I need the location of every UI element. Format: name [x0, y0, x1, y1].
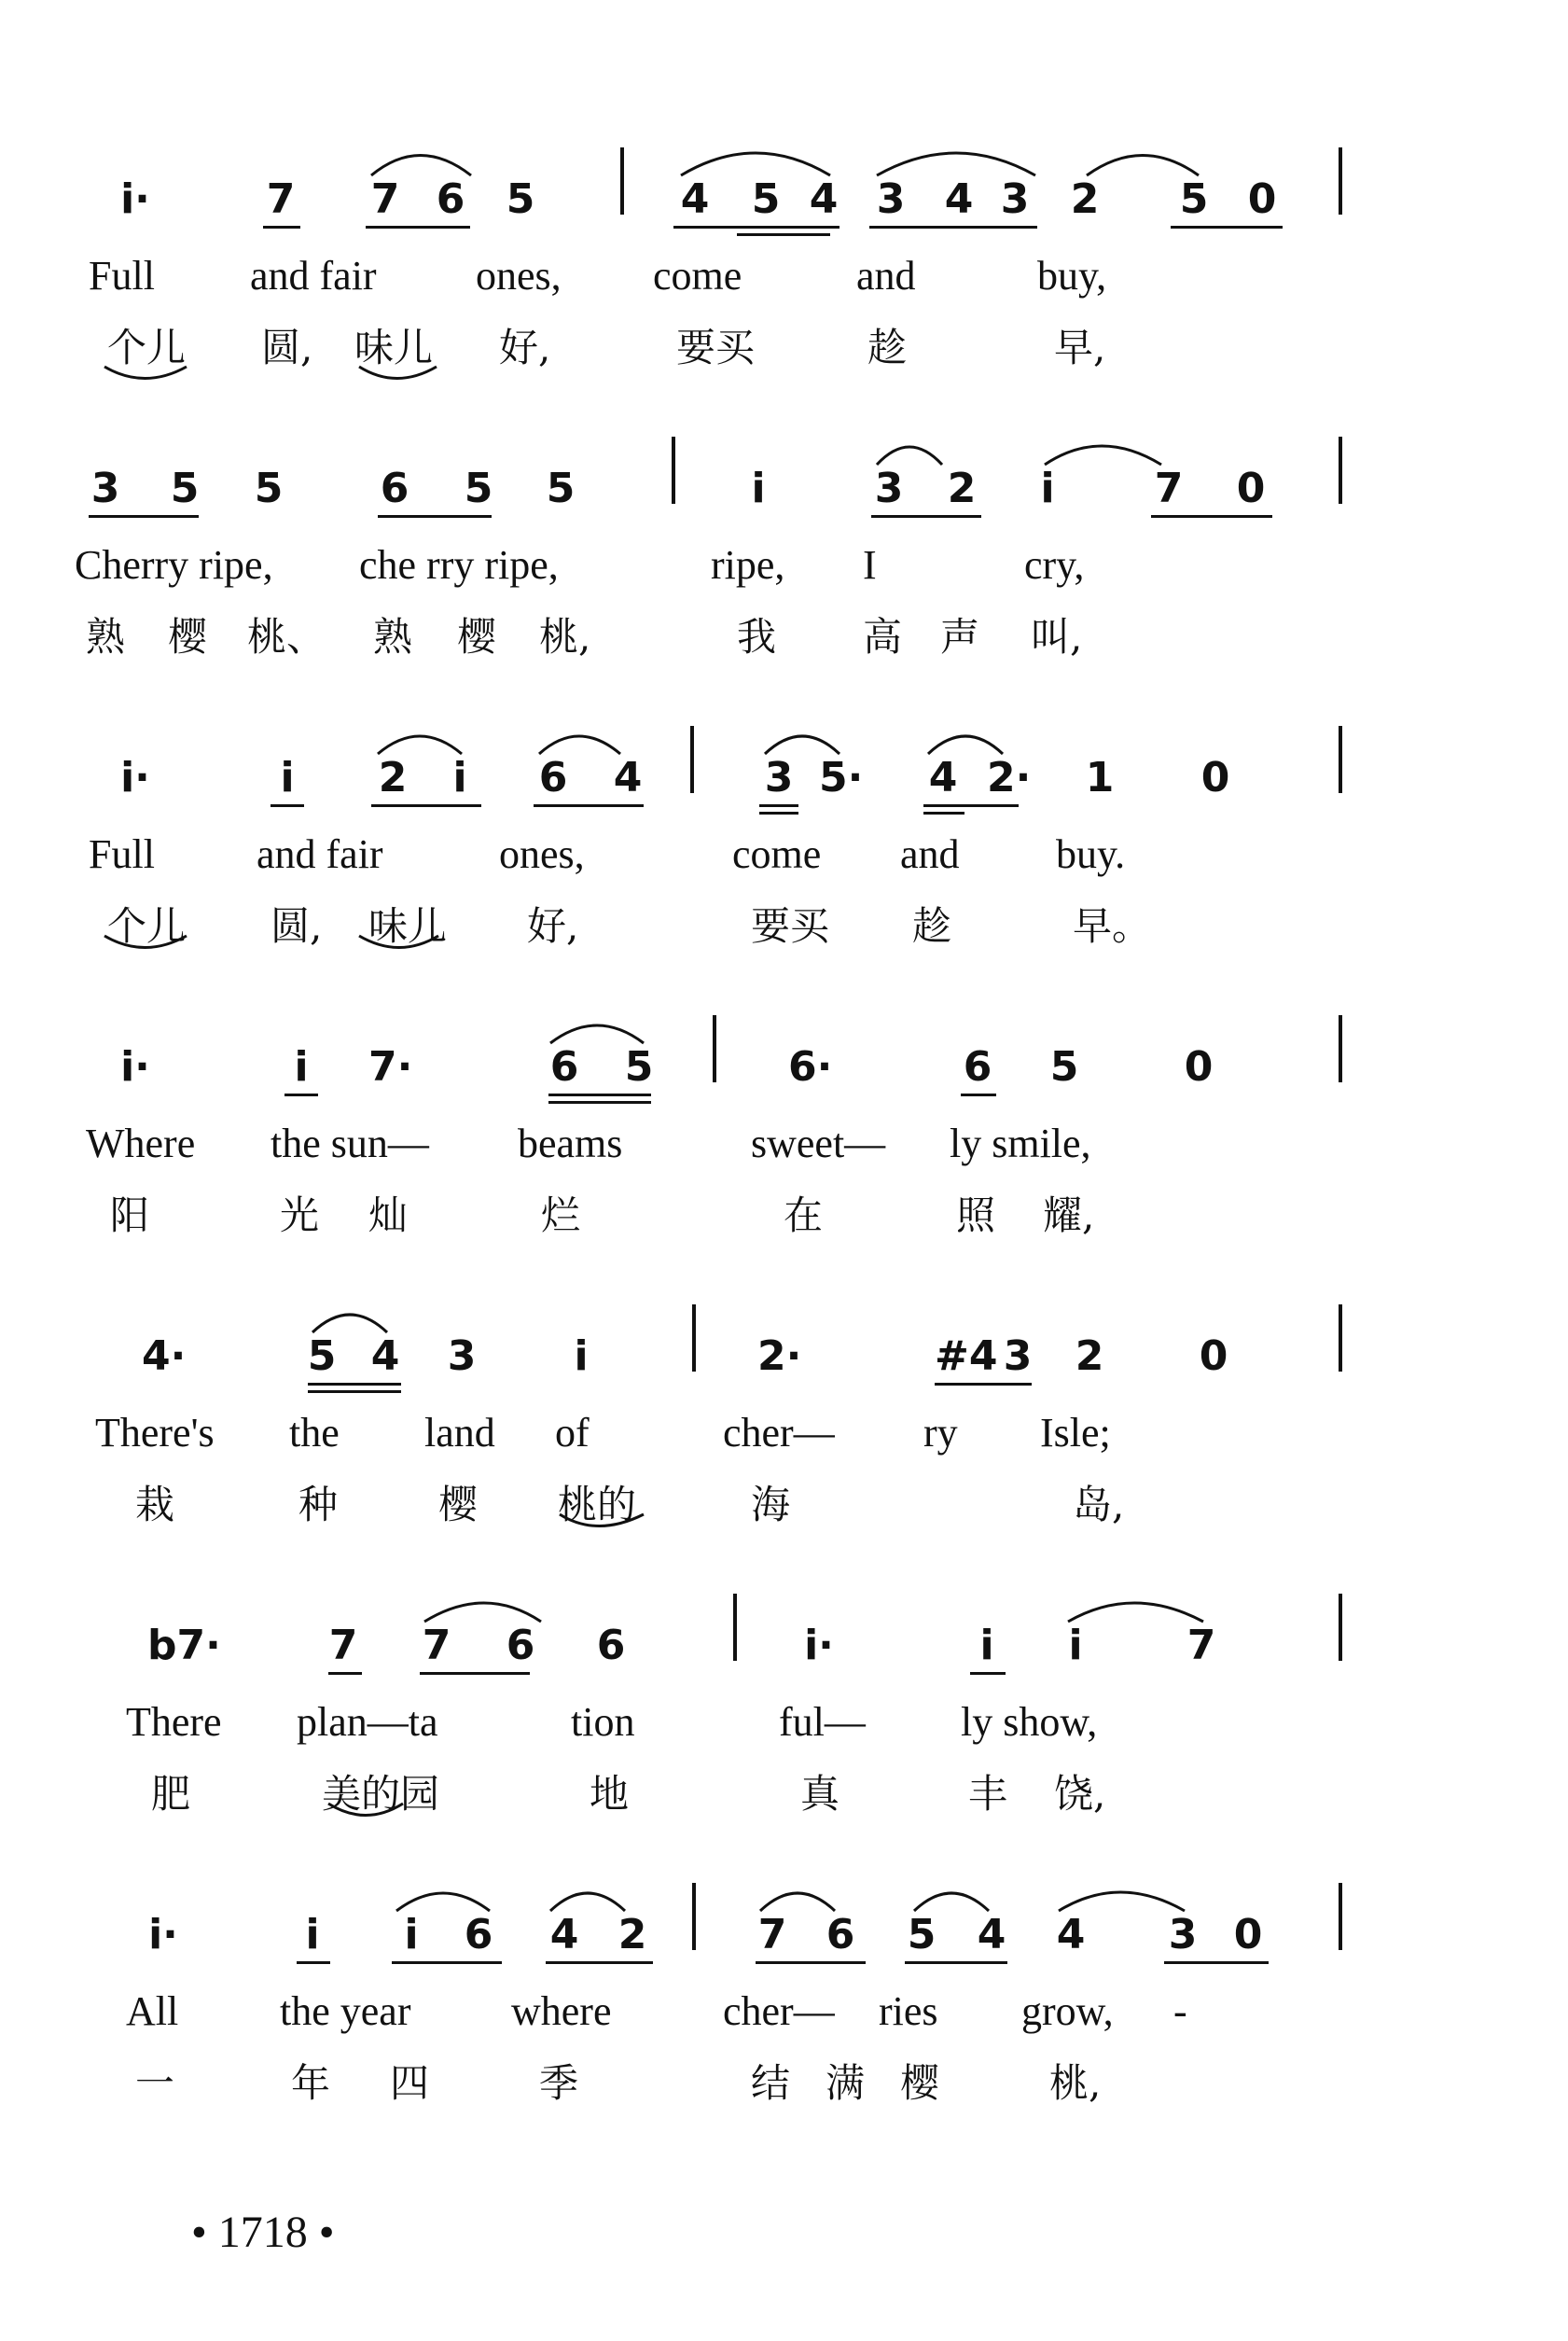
lyric-en: Cherry ripe,	[75, 542, 273, 588]
note: 0	[1199, 1332, 1228, 1380]
lyric-en: Where	[86, 1121, 196, 1166]
lyric-en: and fair	[250, 253, 377, 299]
note: i	[280, 754, 295, 801]
lyric-en: buy,	[1037, 253, 1107, 299]
lyric-zh: 要买	[751, 903, 830, 949]
lyric-en: grow,	[1021, 1988, 1114, 2034]
slur-arc	[681, 153, 830, 175]
lyric-en: There's	[95, 1410, 215, 1456]
lyric-zh: 四	[390, 2060, 430, 2106]
lyric-en: ones,	[499, 831, 585, 877]
lyric-zh: 光	[280, 1192, 320, 1238]
lyric-zh: 好,	[499, 325, 551, 370]
note: 7	[266, 175, 296, 223]
lyric-zh: 烂	[541, 1192, 581, 1238]
note: 5	[307, 1332, 337, 1380]
note: i	[1068, 1622, 1083, 1669]
lyric-en: where	[511, 1988, 612, 2034]
note: 2	[617, 1911, 647, 1958]
note: 5	[464, 465, 493, 512]
lyric-zh: 在	[784, 1192, 824, 1238]
note: 2	[378, 754, 408, 801]
lyric-zh: 满	[826, 2060, 866, 2106]
note: 7	[1154, 465, 1184, 512]
note: 6·	[788, 1043, 833, 1091]
slur-arc	[765, 736, 840, 754]
lyric-zh: 丰	[968, 1771, 1008, 1817]
note: 6	[436, 175, 465, 223]
lyric-zh: 熟	[373, 614, 413, 660]
lyric-zh: 叫,	[1031, 614, 1083, 660]
lyric-zh: 樱	[168, 614, 208, 660]
note: 5	[254, 465, 284, 512]
note: 4	[944, 175, 974, 223]
note: 7	[1186, 1622, 1216, 1669]
note: i·	[804, 1622, 834, 1669]
note: 4	[613, 754, 643, 801]
lyric-zh: 熟	[86, 614, 126, 660]
lyric-zh: 味儿	[354, 325, 434, 370]
lyric-zh: 美的园	[322, 1771, 440, 1817]
note: 5	[170, 465, 200, 512]
lyric-zh: 季	[539, 2060, 579, 2106]
slur-arc	[877, 447, 942, 465]
lyric-en: ly smile,	[950, 1121, 1091, 1166]
lyric-zh: 味儿	[368, 903, 448, 949]
lyric-zh: 早。	[1073, 903, 1152, 949]
note: i	[574, 1332, 589, 1380]
lyric-zh: 桃的	[558, 1482, 637, 1527]
lyric-zh: 年	[291, 2060, 331, 2106]
slur-arc	[1068, 1603, 1203, 1622]
note: 5	[546, 465, 576, 512]
lyric-zh: 桃、	[247, 614, 326, 660]
lyric-en: ful—	[779, 1699, 866, 1745]
note: 4	[680, 175, 710, 223]
note: 5	[506, 175, 535, 223]
lyric-en: the year	[280, 1988, 411, 2034]
lyric-en: Full	[89, 253, 155, 299]
note: 7·	[368, 1043, 413, 1091]
note: 3	[876, 175, 906, 223]
lyric-zh: 樱	[900, 2060, 940, 2106]
note: 6	[549, 1043, 579, 1091]
lyric-zh: 栽	[135, 1482, 175, 1527]
lyric-zh: 趁	[867, 325, 908, 370]
lyric-en: of	[555, 1410, 590, 1456]
slur-arc	[396, 1893, 490, 1911]
slur-arc	[371, 156, 471, 176]
note: 0	[1247, 175, 1277, 223]
lyric-zh: 个儿	[107, 903, 187, 949]
lyric-zh: 阳	[110, 1192, 150, 1238]
lyric-en: ry	[923, 1410, 958, 1456]
note: 2	[1075, 1332, 1104, 1380]
note: 0	[1233, 1911, 1263, 1958]
lyric-en: land	[424, 1410, 495, 1456]
lyric-en: I	[863, 542, 877, 588]
lyric-tie	[104, 367, 187, 379]
lyric-en: ones,	[476, 253, 562, 299]
lyric-zh: 岛,	[1073, 1482, 1125, 1527]
note: 6	[464, 1911, 493, 1958]
note: i	[294, 1043, 309, 1091]
note: i·	[120, 754, 150, 801]
lyric-zh: 肥	[151, 1771, 191, 1817]
lyric-zh: 种	[298, 1482, 339, 1527]
note: 2	[1070, 175, 1100, 223]
lyric-en: beams	[518, 1121, 623, 1166]
note: 4	[928, 754, 958, 801]
lyric-tie	[328, 1804, 403, 1816]
lyric-en: and	[900, 831, 960, 877]
note: 6	[596, 1622, 626, 1669]
lyric-en: cher—	[723, 1988, 835, 2034]
note: 5	[751, 175, 781, 223]
note: 3	[1168, 1911, 1198, 1958]
slur-arc	[760, 1893, 835, 1911]
note: 4	[977, 1911, 1006, 1958]
note: 6	[826, 1911, 855, 1958]
note: 4	[549, 1911, 579, 1958]
lyric-en: tion	[571, 1699, 635, 1745]
note: 5	[624, 1043, 654, 1091]
note: 4·	[142, 1332, 187, 1380]
lyric-en: and fair	[257, 831, 383, 877]
note: i	[1040, 465, 1055, 512]
note: 7	[328, 1622, 358, 1669]
note: 3	[90, 465, 120, 512]
note: 6	[380, 465, 409, 512]
note: 2·	[757, 1332, 802, 1380]
lyric-tie	[359, 936, 438, 948]
lyric-en: All	[126, 1988, 179, 2034]
lyric-zh: 照	[956, 1192, 996, 1238]
note: 5	[907, 1911, 937, 1958]
note: 0	[1184, 1043, 1214, 1091]
slur-arc	[1087, 156, 1199, 176]
lyric-en: ripe,	[711, 542, 785, 588]
note: i·	[120, 175, 150, 223]
lyric-tie	[560, 1514, 644, 1526]
note: 0	[1200, 754, 1230, 801]
slur-arc	[550, 1025, 644, 1043]
lyric-en: ries	[879, 1988, 938, 2034]
lyric-en: come	[732, 831, 822, 877]
lyric-en: cher—	[723, 1410, 835, 1456]
note: #4	[935, 1332, 998, 1380]
lyric-zh: 灿	[368, 1192, 409, 1238]
note: 1	[1085, 754, 1115, 801]
lyric-zh: 趁	[912, 903, 952, 949]
slur-arc	[1059, 1892, 1185, 1911]
note: 3	[874, 465, 904, 512]
lyric-zh: 海	[751, 1482, 791, 1527]
note: 2	[947, 465, 977, 512]
slur-arc	[424, 1603, 541, 1622]
note: i	[404, 1911, 419, 1958]
lyric-zh: 饶,	[1054, 1771, 1106, 1817]
note: 4	[1056, 1911, 1086, 1958]
lyric-en: buy.	[1056, 831, 1126, 877]
lyric-zh: 樱	[438, 1482, 479, 1527]
note: b7·	[147, 1622, 221, 1669]
lyric-en: and	[856, 253, 916, 299]
lyric-zh: 耀,	[1043, 1192, 1095, 1238]
lyric-en: the sun—	[271, 1121, 429, 1166]
lyric-zh: 一	[135, 2060, 175, 2106]
lyric-en: -	[1173, 1988, 1187, 2034]
note: 5	[1179, 175, 1209, 223]
lyric-zh: 高	[863, 614, 903, 660]
lyric-zh: 早,	[1054, 325, 1106, 370]
lyric-en: sweet—	[751, 1121, 886, 1166]
note: 6	[963, 1043, 992, 1091]
slur-arc	[1045, 446, 1161, 465]
note: 5	[1049, 1043, 1079, 1091]
lyric-en: come	[653, 253, 742, 299]
note: i·	[120, 1043, 150, 1091]
slur-arc	[877, 153, 1035, 175]
lyric-zh: 个儿	[107, 325, 187, 370]
note: i·	[148, 1911, 178, 1958]
slur-arc	[539, 736, 620, 754]
lyric-en: plan—ta	[297, 1699, 438, 1745]
note: i	[305, 1911, 320, 1958]
note: 6	[538, 754, 568, 801]
lyric-tie	[359, 367, 437, 379]
note: 5·	[819, 754, 864, 801]
note: 3	[1000, 175, 1030, 223]
lyric-en: Full	[89, 831, 155, 877]
lyric-zh: 樱	[457, 614, 497, 660]
lyric-en: che rry ripe,	[359, 542, 559, 588]
note: 3	[1003, 1332, 1033, 1380]
lyric-zh: 结	[751, 2060, 791, 2106]
note: 2·	[987, 754, 1032, 801]
lyric-zh: 地	[590, 1771, 630, 1817]
lyric-en: cry,	[1024, 542, 1085, 588]
lyric-zh: 桃,	[1049, 2060, 1102, 2106]
note: 4	[809, 175, 839, 223]
note: 3	[764, 754, 794, 801]
slur-arc	[378, 736, 462, 754]
note: 0	[1236, 465, 1266, 512]
note: 7	[370, 175, 400, 223]
slur-arc	[928, 736, 1003, 754]
slur-arc	[914, 1893, 989, 1911]
note: 6	[506, 1622, 535, 1669]
slur-arc	[312, 1315, 387, 1332]
lyric-en: There	[126, 1699, 222, 1745]
lyric-zh: 好,	[527, 903, 579, 949]
note: 4	[370, 1332, 400, 1380]
note: i	[452, 754, 467, 801]
lyric-zh: 我	[737, 614, 777, 660]
page-number: • 1718 •	[191, 2208, 335, 2257]
note: 3	[447, 1332, 477, 1380]
lyric-zh: 桃,	[539, 614, 591, 660]
slur-arc	[550, 1893, 625, 1911]
lyric-tie	[104, 936, 187, 948]
note: 7	[422, 1622, 451, 1669]
note: 7	[757, 1911, 787, 1958]
note: i	[979, 1622, 994, 1669]
lyric-zh: 圆,	[271, 903, 323, 949]
lyric-zh: 要买	[676, 325, 756, 370]
note: i	[751, 465, 766, 512]
lyric-zh: 真	[800, 1771, 840, 1817]
lyric-zh: 声	[940, 614, 980, 660]
lyric-en: the	[289, 1410, 340, 1456]
lyric-zh: 圆,	[261, 325, 313, 370]
lyric-en: Isle;	[1040, 1410, 1111, 1456]
lyric-en: ly show,	[961, 1699, 1098, 1745]
